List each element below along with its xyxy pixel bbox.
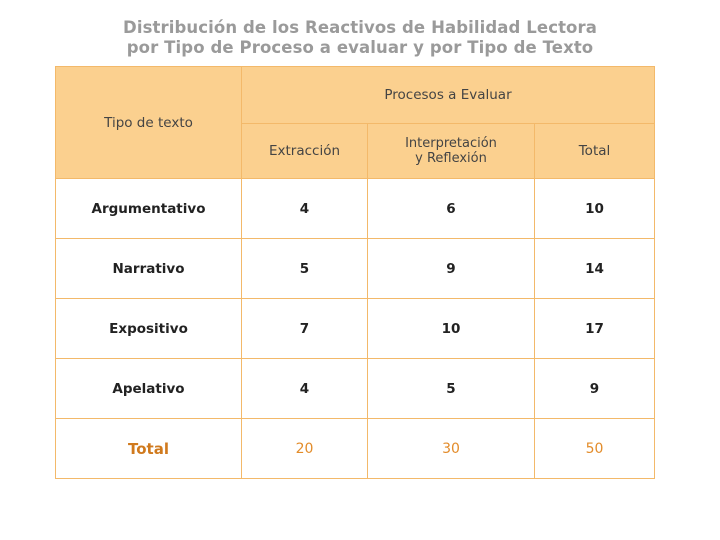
extraccion-cell: 7: [242, 299, 368, 359]
page-title: [0, 18, 720, 58]
table-row: [56, 359, 655, 419]
total-cell: 10: [535, 179, 655, 239]
interpretacion-cell: 5: [368, 359, 535, 419]
header-row-1: [56, 67, 655, 124]
total-header: Total: [535, 124, 655, 179]
interpretacion-header-line-2: y Reflexión: [415, 151, 487, 166]
extraccion-cell: 4: [242, 359, 368, 419]
title-line-1: Distribución de los Reactivos de Habilidad Lectora: [123, 18, 597, 37]
row-label: Apelativo: [56, 359, 242, 419]
row-label: Argumentativo: [56, 179, 242, 239]
row-label: Expositivo: [56, 299, 242, 359]
tipo-de-texto-header: Tipo de texto: [56, 67, 242, 179]
interpretacion-header-line-1: Interpretación: [405, 136, 497, 151]
extraccion-total: 20: [242, 419, 368, 479]
table-row: [56, 179, 655, 239]
table-row: [56, 239, 655, 299]
interpretacion-header: [368, 124, 535, 179]
table-row: [56, 299, 655, 359]
row-label: Narrativo: [56, 239, 242, 299]
extraccion-header: Extracción: [242, 124, 368, 179]
procesos-header: Procesos a Evaluar: [242, 67, 655, 124]
extraccion-cell: 5: [242, 239, 368, 299]
extraccion-cell: 4: [242, 179, 368, 239]
grand-total: 50: [535, 419, 655, 479]
totals-row: [56, 419, 655, 479]
totals-label: Total: [56, 419, 242, 479]
interpretacion-cell: 6: [368, 179, 535, 239]
total-cell: 9: [535, 359, 655, 419]
interpretacion-cell: 10: [368, 299, 535, 359]
total-cell: 17: [535, 299, 655, 359]
title-line-2: por Tipo de Proceso a evaluar y por Tipo de Texto: [126, 38, 594, 57]
interpretacion-cell: 9: [368, 239, 535, 299]
distribution-table: [55, 66, 655, 479]
interpretacion-total: 30: [368, 419, 535, 479]
total-cell: 14: [535, 239, 655, 299]
